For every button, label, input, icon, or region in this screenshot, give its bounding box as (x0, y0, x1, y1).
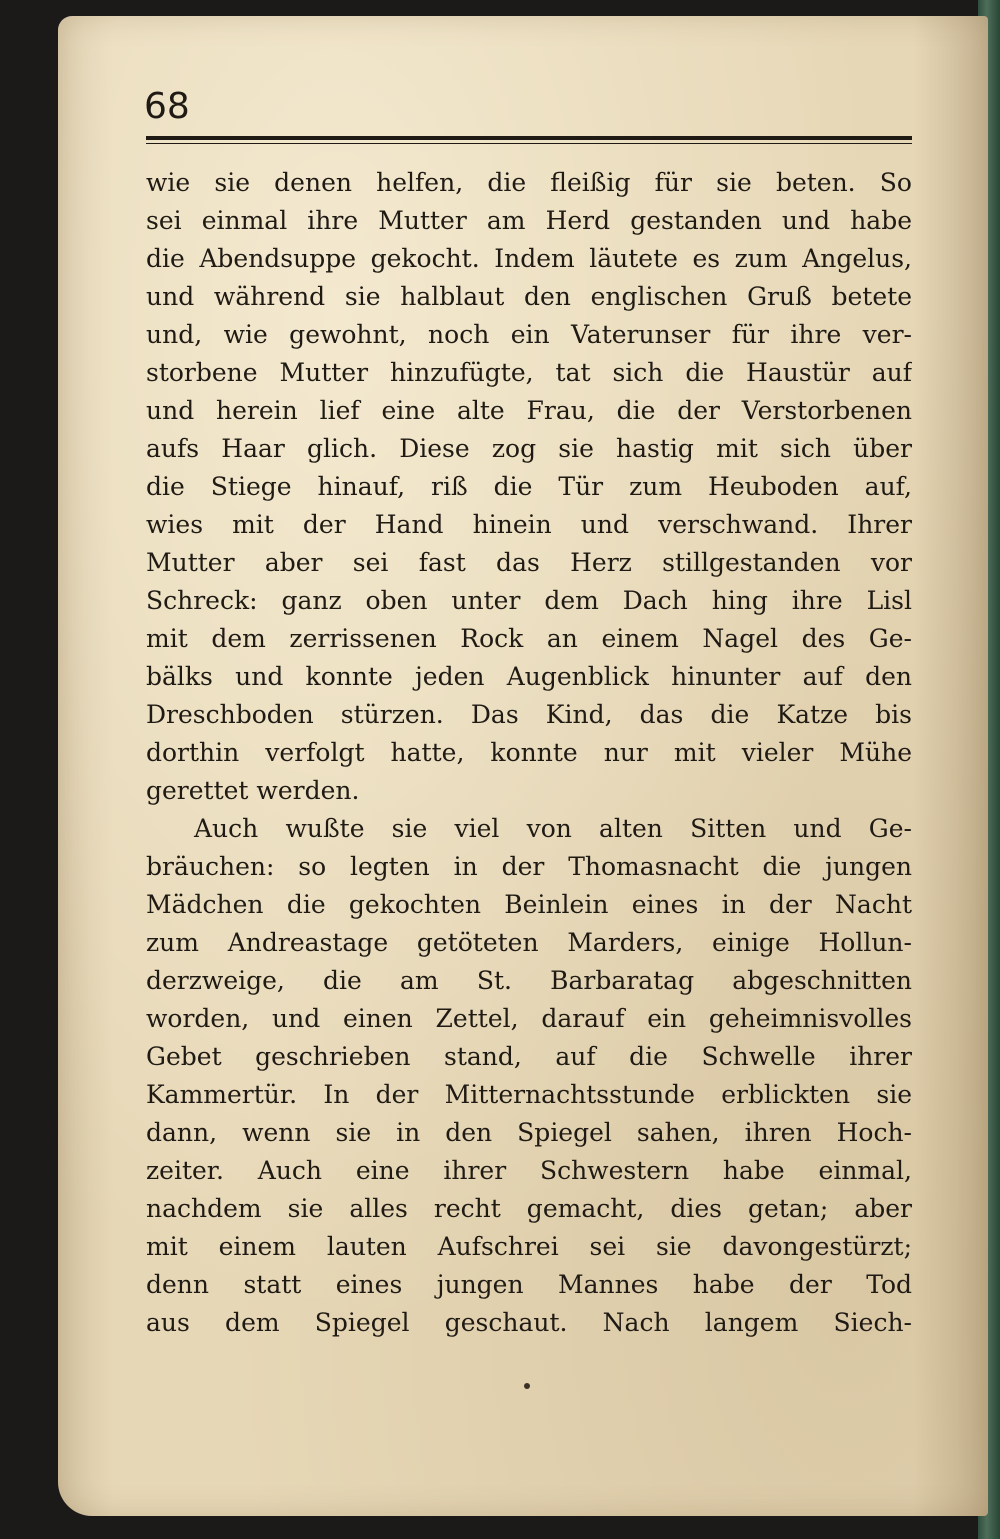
text-line: dann, wenn sie in den Spiegel sahen, ihren Hoch- (146, 1118, 912, 1147)
text-line: Dreschboden stürzen. Das Kind, das die Katze bis (146, 700, 912, 729)
text-line: Mädchen die gekochten Beinlein eines in der Nacht (146, 890, 912, 919)
text-line: aufs Haar glich. Diese zog sie hastig mit sich über (146, 434, 912, 463)
text-line: dorthin verfolgt hatte, konnte nur mit vieler Mühe (146, 738, 912, 767)
page-number: 68 (144, 86, 190, 127)
text-line: zum Andreastage getöteten Marders, einige Hollun- (146, 928, 912, 957)
text-line: bräuchen: so legten in der Thomasnacht die jungen (146, 852, 912, 881)
text-line: mit einem lauten Aufschrei sei sie davongestürzt; (146, 1232, 912, 1261)
text-line: Schreck: ganz oben unter dem Dach hing ihre Lisl (146, 586, 912, 615)
text-line: nachdem sie alles recht gemacht, dies getan; aber (146, 1194, 912, 1223)
text-line: Kammertür. In der Mitternachtsstunde erblickten sie (146, 1080, 912, 1109)
header-rule-thick (146, 136, 912, 140)
text-line: Gebet geschrieben stand, auf die Schwelle ihrer (146, 1042, 912, 1071)
text-line: die Abendsuppe gekocht. Indem läutete es zum Angelus, (146, 244, 912, 273)
text-line: storbene Mutter hinzufügte, tat sich die Haustür auf (146, 358, 912, 387)
paragraph-end-line: gerettet werden. (146, 776, 360, 805)
text-line: derzweige, die am St. Barbaratag abgeschnitten (146, 966, 912, 995)
text-line: und, wie gewohnt, noch ein Vaterunser für ihre ver- (146, 320, 912, 349)
paragraph-start-line: Auch wußte sie viel von alten Sitten und Ge- (194, 814, 912, 843)
body-text (146, 164, 912, 1342)
text-line: sei einmal ihre Mutter am Herd gestanden und habe (146, 206, 912, 235)
text-line: aus dem Spiegel geschaut. Nach langem Siech- (146, 1308, 912, 1337)
text-line: zeiter. Auch eine ihrer Schwestern habe einmal, (146, 1156, 912, 1185)
ink-speck (524, 1383, 530, 1389)
text-line: wies mit der Hand hinein und verschwand. Ihrer (146, 510, 912, 539)
header-rule-thin (146, 143, 912, 144)
text-line: bälks und konnte jeden Augenblick hinunter auf den (146, 662, 912, 691)
text-line: und herein lief eine alte Frau, die der Verstorbenen (146, 396, 912, 425)
text-line: denn statt eines jungen Mannes habe der Tod (146, 1270, 912, 1299)
text-line: worden, und einen Zettel, darauf ein geheimnisvolles (146, 1004, 912, 1033)
text-line: und während sie halblaut den englischen Gruß betete (146, 282, 912, 311)
text-line: die Stiege hinauf, riß die Tür zum Heuboden auf, (146, 472, 912, 501)
text-line: Mutter aber sei fast das Herz stillgestanden vor (146, 548, 912, 577)
text-line: wie sie denen helfen, die fleißig für sie beten. So (146, 168, 912, 197)
text-line: mit dem zerrissenen Rock an einem Nagel des Ge- (146, 624, 912, 653)
